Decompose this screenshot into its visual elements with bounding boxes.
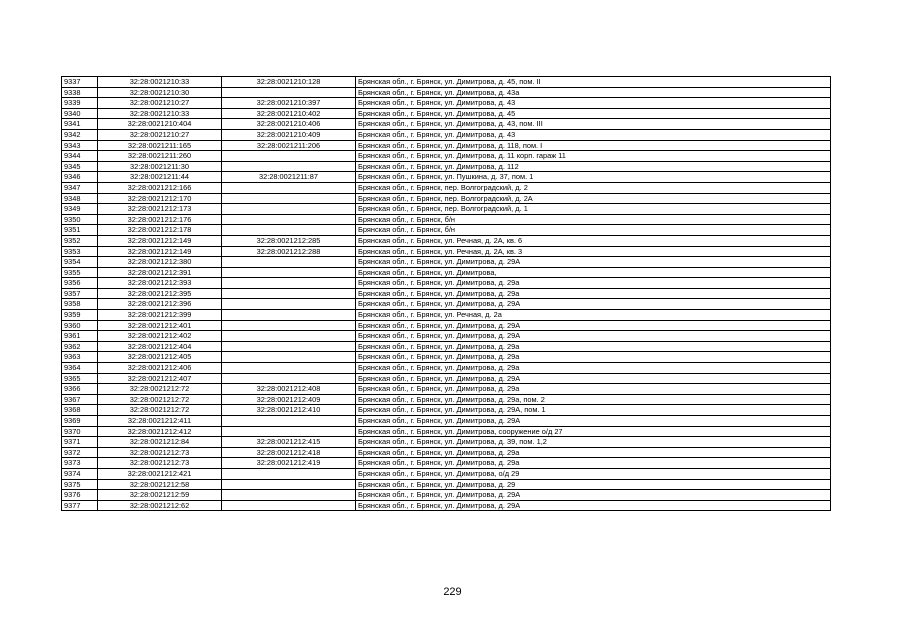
table-row [62,87,831,98]
address-cell: Брянская обл., г. Брянск, ул. Димитрова, д. 29а [356,288,831,299]
cadastral-number-cell: 32:28:0021212:166 [98,182,222,193]
cadastral-number-cell: 32:28:0021212:72 [98,384,222,395]
row-number-cell: 9353 [62,246,98,257]
table-row [62,108,831,119]
table-row [62,246,831,257]
table-row [62,447,831,458]
related-cadastral-number-cell [222,468,356,479]
cadastral-number-cell: 32:28:0021211:260 [98,151,222,162]
cadastral-number-cell: 32:28:0021212:405 [98,352,222,363]
address-cell: Брянская обл., г. Брянск, ул. Димитрова, д. 43 [356,129,831,140]
table-row [62,140,831,151]
cadastral-number-cell: 32:28:0021211:30 [98,161,222,172]
address-cell: Брянская обл., г. Брянск, ул. Димитрова, д. 45 [356,108,831,119]
related-cadastral-number-cell: 32:28:0021212:415 [222,437,356,448]
table-row [62,458,831,469]
address-cell: Брянская обл., г. Брянск, ул. Димитрова, д. 39, пом. 1,2 [356,437,831,448]
table-row [62,363,831,374]
address-cell: Брянская обл., г. Брянск, ул. Димитрова, д. 43а [356,87,831,98]
related-cadastral-number-cell [222,310,356,321]
row-number-cell: 9359 [62,310,98,321]
address-cell: Брянская обл., г. Брянск, ул. Димитрова, д. 29а [356,278,831,289]
address-cell: Брянская обл., г. Брянск, ул. Димитрова, д. 29А [356,320,831,331]
address-cell: Брянская обл., г. Брянск, ул. Димитрова, д. 112 [356,161,831,172]
cadastral-number-cell: 32:28:0021212:149 [98,235,222,246]
cadastral-number-cell: 32:28:0021212:395 [98,288,222,299]
cadastral-number-cell: 32:28:0021212:62 [98,500,222,511]
address-cell: Брянская обл., г. Брянск, ул. Димитрова, д. 43 [356,98,831,109]
row-number-cell: 9352 [62,235,98,246]
cadastral-number-cell: 32:28:0021212:59 [98,490,222,501]
related-cadastral-number-cell [222,204,356,215]
row-number-cell: 9337 [62,77,98,88]
table-row [62,204,831,215]
table-row [62,384,831,395]
address-cell: Брянская обл., г. Брянск, ул. Димитрова, д. 29а [356,341,831,352]
row-number-cell: 9373 [62,458,98,469]
cadastral-number-cell: 32:28:0021211:44 [98,172,222,183]
address-cell: Брянская обл., г. Брянск, пер. Волгоградский, д. 1 [356,204,831,215]
address-cell: Брянская обл., г. Брянск, ул. Речная, д. 2а [356,310,831,321]
table-row [62,151,831,162]
address-cell: Брянская обл., г. Брянск, ул. Димитрова, д. 29А [356,257,831,268]
cadastral-number-cell: 32:28:0021212:380 [98,257,222,268]
table-row [62,490,831,501]
cadastral-number-cell: 32:28:0021210:404 [98,119,222,130]
related-cadastral-number-cell: 32:28:0021211:87 [222,172,356,183]
related-cadastral-number-cell: 32:28:0021212:285 [222,235,356,246]
address-cell: Брянская обл., г. Брянск, ул. Димитрова, д. 29а [356,363,831,374]
row-number-cell: 9363 [62,352,98,363]
table-row [62,288,831,299]
related-cadastral-number-cell [222,331,356,342]
cadastral-number-cell: 32:28:0021212:176 [98,214,222,225]
related-cadastral-number-cell: 32:28:0021212:409 [222,394,356,405]
row-number-cell: 9360 [62,320,98,331]
address-cell: Брянская обл., г. Брянск, пер. Волгоградский, д. 2 [356,182,831,193]
related-cadastral-number-cell [222,341,356,352]
table-row [62,129,831,140]
related-cadastral-number-cell: 32:28:0021212:288 [222,246,356,257]
table-row [62,352,831,363]
related-cadastral-number-cell [222,426,356,437]
cadastral-number-cell: 32:28:0021212:170 [98,193,222,204]
related-cadastral-number-cell [222,490,356,501]
cadastral-number-cell: 32:28:0021212:173 [98,204,222,215]
row-number-cell: 9354 [62,257,98,268]
table-row [62,225,831,236]
row-number-cell: 9358 [62,299,98,310]
address-cell: Брянская обл., г. Брянск, ул. Димитрова, д. 29А [356,416,831,427]
related-cadastral-number-cell: 32:28:0021212:408 [222,384,356,395]
cadastral-number-cell: 32:28:0021210:27 [98,98,222,109]
related-cadastral-number-cell [222,278,356,289]
related-cadastral-number-cell [222,225,356,236]
address-cell: Брянская обл., г. Брянск, ул. Димитрова, сооружение о/д 27 [356,426,831,437]
row-number-cell: 9362 [62,341,98,352]
cadastral-number-cell: 32:28:0021212:72 [98,394,222,405]
related-cadastral-number-cell [222,182,356,193]
row-number-cell: 9338 [62,87,98,98]
row-number-cell: 9346 [62,172,98,183]
related-cadastral-number-cell [222,373,356,384]
table-row [62,299,831,310]
related-cadastral-number-cell [222,352,356,363]
cadastral-number-cell: 32:28:0021212:72 [98,405,222,416]
related-cadastral-number-cell [222,416,356,427]
related-cadastral-number-cell: 32:28:0021210:402 [222,108,356,119]
cadastral-number-cell: 32:28:0021212:84 [98,437,222,448]
row-number-cell: 9340 [62,108,98,119]
registry-table [61,76,831,511]
address-cell: Брянская обл., г. Брянск, ул. Димитрова, д. 29А [356,490,831,501]
table-row [62,172,831,183]
row-number-cell: 9357 [62,288,98,299]
table-row [62,320,831,331]
table-row [62,310,831,321]
cadastral-number-cell: 32:28:0021212:406 [98,363,222,374]
related-cadastral-number-cell [222,214,356,225]
cadastral-number-cell: 32:28:0021212:149 [98,246,222,257]
table-row [62,500,831,511]
related-cadastral-number-cell [222,87,356,98]
cadastral-number-cell: 32:28:0021212:73 [98,458,222,469]
address-cell: Брянская обл., г. Брянск, ул. Димитрова, д. 29А [356,331,831,342]
address-cell: Брянская обл., г. Брянск, ул. Димитрова, д. 118, пом. I [356,140,831,151]
table-row [62,77,831,88]
cadastral-number-cell: 32:28:0021212:411 [98,416,222,427]
table-row [62,479,831,490]
cadastral-number-cell: 32:28:0021212:407 [98,373,222,384]
related-cadastral-number-cell [222,267,356,278]
row-number-cell: 9348 [62,193,98,204]
cadastral-number-cell: 32:28:0021212:178 [98,225,222,236]
registry-table-body [62,77,831,511]
address-cell: Брянская обл., г. Брянск, ул. Димитрова, д. 43, пом. III [356,119,831,130]
address-cell: Брянская обл., г. Брянск, б/н [356,225,831,236]
related-cadastral-number-cell [222,257,356,268]
address-cell: Брянская обл., г. Брянск, ул. Димитрова, д. 11 корп. гараж 11 [356,151,831,162]
row-number-cell: 9374 [62,468,98,479]
table-row [62,119,831,130]
row-number-cell: 9347 [62,182,98,193]
related-cadastral-number-cell: 32:28:0021210:409 [222,129,356,140]
address-cell: Брянская обл., г. Брянск, ул. Димитрова, д. 29а [356,384,831,395]
related-cadastral-number-cell [222,320,356,331]
cadastral-number-cell: 32:28:0021212:58 [98,479,222,490]
table-row [62,257,831,268]
row-number-cell: 9341 [62,119,98,130]
row-number-cell: 9375 [62,479,98,490]
table-row [62,182,831,193]
row-number-cell: 9356 [62,278,98,289]
related-cadastral-number-cell: 32:28:0021210:397 [222,98,356,109]
address-cell: Брянская обл., г. Брянск, ул. Речная, д. 2А, кв. 3 [356,246,831,257]
related-cadastral-number-cell: 32:28:0021210:406 [222,119,356,130]
table-row [62,98,831,109]
related-cadastral-number-cell [222,363,356,374]
table-row [62,161,831,172]
related-cadastral-number-cell [222,479,356,490]
row-number-cell: 9369 [62,416,98,427]
address-cell: Брянская обл., г. Брянск, ул. Димитрова, д. 29А [356,373,831,384]
address-cell: Брянская обл., г. Брянск, ул. Димитрова, д. 29А, пом. 1 [356,405,831,416]
cadastral-number-cell: 32:28:0021212:393 [98,278,222,289]
table-row [62,331,831,342]
row-number-cell: 9368 [62,405,98,416]
address-cell: Брянская обл., г. Брянск, ул. Димитрова, д. 29А [356,299,831,310]
related-cadastral-number-cell [222,161,356,172]
page-number: 229 [443,586,462,598]
row-number-cell: 9365 [62,373,98,384]
table-row [62,468,831,479]
cadastral-number-cell: 32:28:0021212:401 [98,320,222,331]
related-cadastral-number-cell [222,500,356,511]
row-number-cell: 9349 [62,204,98,215]
row-number-cell: 9342 [62,129,98,140]
row-number-cell: 9361 [62,331,98,342]
address-cell: Брянская обл., г. Брянск, ул. Пушкина, д. 37, пом. 1 [356,172,831,183]
row-number-cell: 9371 [62,437,98,448]
related-cadastral-number-cell: 32:28:0021212:419 [222,458,356,469]
related-cadastral-number-cell: 32:28:0021210:128 [222,77,356,88]
row-number-cell: 9372 [62,447,98,458]
address-cell: Брянская обл., г. Брянск, ул. Димитрова, д. 29а [356,352,831,363]
cadastral-number-cell: 32:28:0021210:30 [98,87,222,98]
cadastral-number-cell: 32:28:0021212:402 [98,331,222,342]
row-number-cell: 9376 [62,490,98,501]
cadastral-number-cell: 32:28:0021212:412 [98,426,222,437]
related-cadastral-number-cell [222,151,356,162]
row-number-cell: 9345 [62,161,98,172]
table-row [62,373,831,384]
related-cadastral-number-cell [222,288,356,299]
address-cell: Брянская обл., г. Брянск, ул. Речная, д. 2А, кв. 6 [356,235,831,246]
cadastral-number-cell: 32:28:0021210:33 [98,108,222,119]
row-number-cell: 9367 [62,394,98,405]
cadastral-number-cell: 32:28:0021210:33 [98,77,222,88]
table-row [62,193,831,204]
cadastral-number-cell: 32:28:0021212:404 [98,341,222,352]
table-row [62,214,831,225]
table-row [62,341,831,352]
cadastral-number-cell: 32:28:0021210:27 [98,129,222,140]
address-cell: Брянская обл., г. Брянск, ул. Димитрова, д. 29 [356,479,831,490]
related-cadastral-number-cell: 32:28:0021212:418 [222,447,356,458]
address-cell: Брянская обл., г. Брянск, пер. Волгоградский, д. 2А [356,193,831,204]
cadastral-number-cell: 32:28:0021212:391 [98,267,222,278]
table-row [62,267,831,278]
related-cadastral-number-cell: 32:28:0021211:206 [222,140,356,151]
row-number-cell: 9377 [62,500,98,511]
row-number-cell: 9370 [62,426,98,437]
address-cell: Брянская обл., г. Брянск, ул. Димитрова, д. 29а [356,447,831,458]
row-number-cell: 9351 [62,225,98,236]
table-row [62,405,831,416]
related-cadastral-number-cell [222,299,356,310]
row-number-cell: 9355 [62,267,98,278]
address-cell: Брянская обл., г. Брянск, ул. Димитрова, д. 45, пом. II [356,77,831,88]
address-cell: Брянская обл., г. Брянск, ул. Димитрова, д. 29А [356,500,831,511]
table-row [62,437,831,448]
address-cell: Брянская обл., г. Брянск, ул. Димитрова, д. 29а [356,458,831,469]
row-number-cell: 9366 [62,384,98,395]
row-number-cell: 9364 [62,363,98,374]
table-row [62,416,831,427]
related-cadastral-number-cell: 32:28:0021212:410 [222,405,356,416]
address-cell: Брянская обл., г. Брянск, б/н [356,214,831,225]
address-cell: Брянская обл., г. Брянск, ул. Димитрова, [356,267,831,278]
table-row [62,394,831,405]
cadastral-number-cell: 32:28:0021212:421 [98,468,222,479]
row-number-cell: 9339 [62,98,98,109]
row-number-cell: 9350 [62,214,98,225]
cadastral-number-cell: 32:28:0021212:396 [98,299,222,310]
row-number-cell: 9343 [62,140,98,151]
cadastral-number-cell: 32:28:0021212:399 [98,310,222,321]
table-row [62,426,831,437]
cadastral-number-cell: 32:28:0021211:165 [98,140,222,151]
table-row [62,235,831,246]
address-cell: Брянская обл., г. Брянск, ул. Димитрова, д. 29а, пом. 2 [356,394,831,405]
related-cadastral-number-cell [222,193,356,204]
row-number-cell: 9344 [62,151,98,162]
table-row [62,278,831,289]
cadastral-number-cell: 32:28:0021212:73 [98,447,222,458]
address-cell: Брянская обл., г. Брянск, ул. Димитрова, о/д 29 [356,468,831,479]
